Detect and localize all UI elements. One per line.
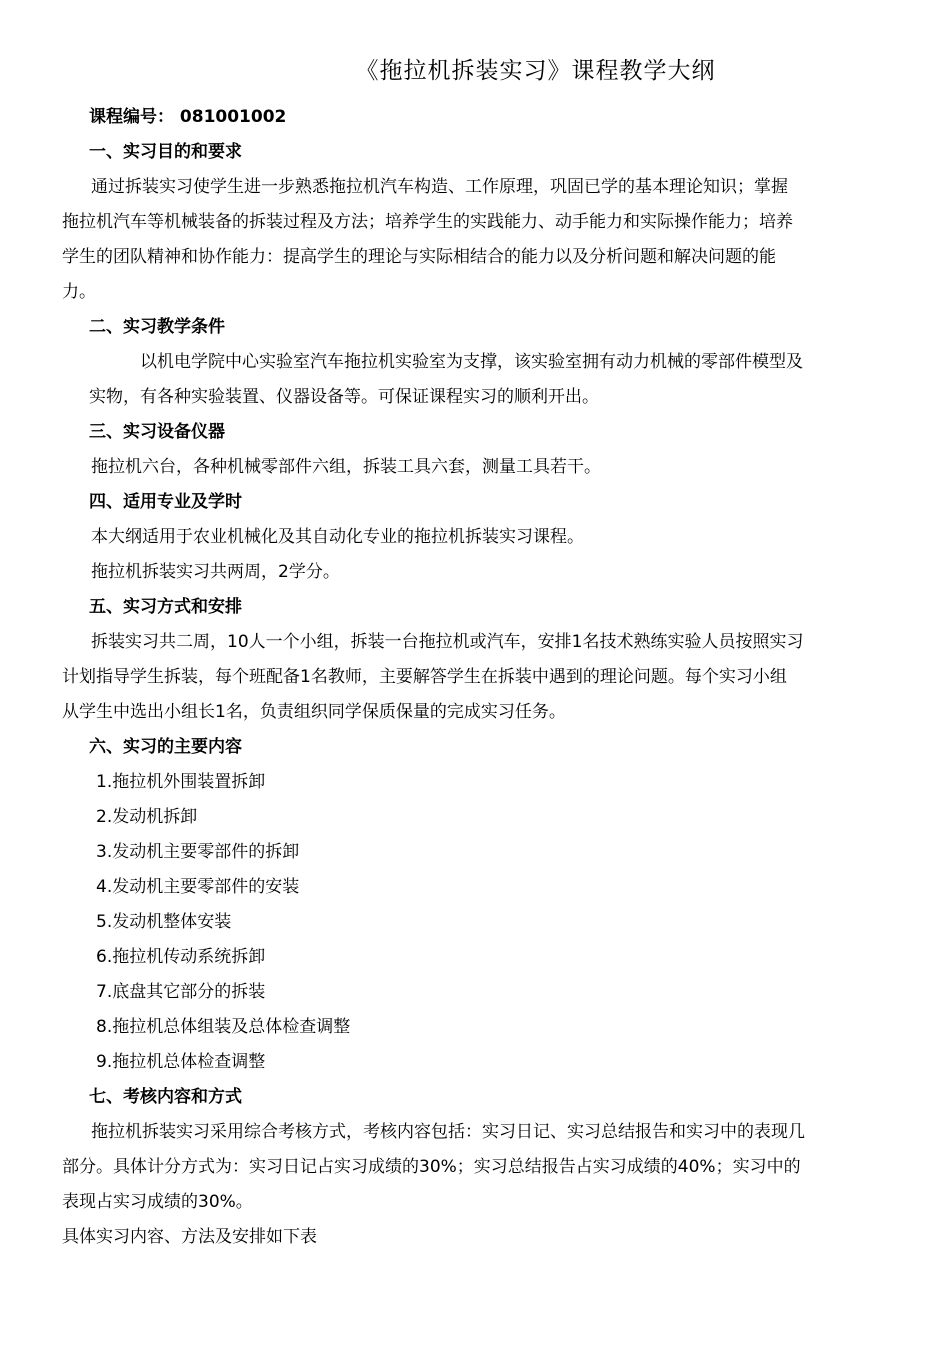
section-2-line: 实物，有各种实验装置、仪器设备等。可保证课程实习的顺利开出。	[89, 387, 599, 407]
section-heading-2: 二、实习教学条件	[89, 317, 225, 337]
section-1-line: 拖拉机汽车等机械装备的拆装过程及方法；培养学生的实践能力、动手能力和实际操作能力；培养	[62, 212, 793, 232]
section-2-line: 以机电学院中心实验室汽车拖拉机实验室为支撑，该实验室拥有动力机械的零部件模型及	[140, 352, 803, 372]
closing-line: 具体实习内容、方法及安排如下表	[62, 1227, 317, 1247]
section-1-line: 通过拆装实习使学生进一步熟悉拖拉机汽车构造、工作原理，巩固已学的基本理论知识；掌握	[91, 177, 788, 197]
section-5-line: 从学生中选出小组长1名，负责组织同学保质保量的完成实习任务。	[62, 702, 566, 722]
section-5-line: 计划指导学生拆装，每个班配备1名教师，主要解答学生在拆装中遇到的理论问题。每个实习小组	[62, 667, 787, 687]
content-list-item: 6.拖拉机传动系统拆卸	[96, 947, 266, 967]
content-list-item: 4.发动机主要零部件的安装	[96, 877, 300, 897]
section-7-line: 拖拉机拆装实习采用综合考核方式，考核内容包括：实习日记、实习总结报告和实习中的表现几	[91, 1122, 805, 1142]
document-title: 《拖拉机拆装实习》课程教学大纲	[355, 58, 716, 84]
section-heading-5: 五、实习方式和安排	[89, 597, 242, 617]
section-heading-1: 一、实习目的和要求	[89, 142, 242, 162]
section-heading-4: 四、适用专业及学时	[89, 492, 242, 512]
section-3-line: 拖拉机六台，各种机械零部件六组，拆装工具六套，测量工具若干。	[91, 457, 601, 477]
section-5-line: 拆装实习共二周，10人一个小组，拆装一台拖拉机或汽车，安排1名技术熟练实验人员按照实习	[91, 632, 804, 652]
content-list-item: 8.拖拉机总体组装及总体检查调整	[96, 1017, 351, 1037]
section-7-line: 部分。具体计分方式为：实习日记占实习成绩的30%；实习总结报告占实习成绩的40%；实习中的	[62, 1157, 801, 1177]
section-4-line: 拖拉机拆装实习共两周，2学分。	[91, 562, 340, 582]
section-1-line: 学生的团队精神和协作能力：提高学生的理论与实际相结合的能力以及分析问题和解决问题的能	[62, 247, 776, 267]
section-4-line: 本大纲适用于农业机械化及其自动化专业的拖拉机拆装实习课程。	[91, 527, 584, 547]
content-list-item: 7.底盘其它部分的拆装	[96, 982, 266, 1002]
section-heading-6: 六、实习的主要内容	[89, 737, 242, 757]
content-list-item: 3.发动机主要零部件的拆卸	[96, 842, 300, 862]
section-1-line: 力。	[62, 282, 96, 302]
content-list-item: 1.拖拉机外围装置拆卸	[96, 772, 266, 792]
section-heading-3: 三、实习设备仪器	[89, 422, 225, 442]
course-code: 课程编号： 081001002	[89, 107, 287, 127]
document-body	[62, 100, 896, 1255]
section-heading-7: 七、考核内容和方式	[89, 1087, 242, 1107]
section-7-line: 表现占实习成绩的30%。	[62, 1192, 253, 1212]
content-list-item: 2.发动机拆卸	[96, 807, 198, 827]
content-list-item: 5.发动机整体安装	[96, 912, 232, 932]
content-list-item: 9.拖拉机总体检查调整	[96, 1052, 266, 1072]
